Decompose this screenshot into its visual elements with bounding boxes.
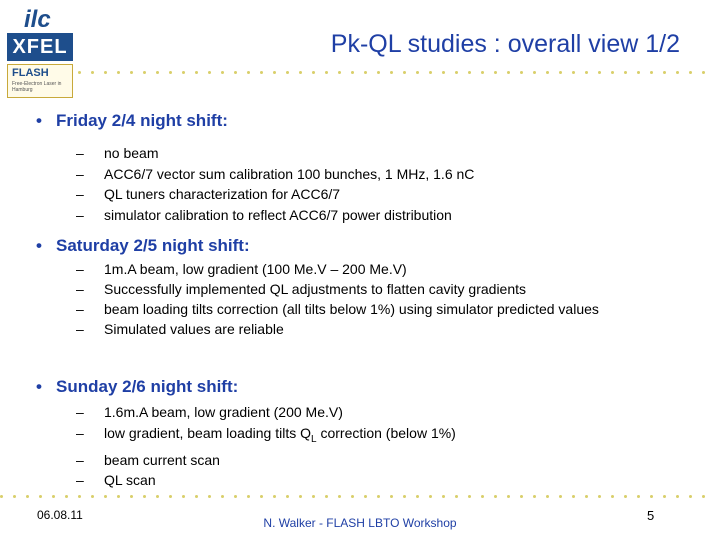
divider-dot [494, 71, 497, 74]
divider-dot [585, 71, 588, 74]
divider-dot [260, 495, 263, 498]
divider-dot [312, 495, 315, 498]
divider-dot [611, 495, 614, 498]
divider-dot [273, 71, 276, 74]
list-item: – QL scan [76, 472, 156, 489]
divider-dot [221, 71, 224, 74]
divider-dot [702, 71, 705, 74]
list-item: – simulator calibration to reflect ACC6/7 power distribution [76, 206, 452, 223]
divider-dot [143, 71, 146, 74]
divider-dot [702, 495, 705, 498]
divider-dot [520, 495, 523, 498]
divider-dot [546, 495, 549, 498]
divider-dot [494, 495, 497, 498]
divider-dot [689, 495, 692, 498]
divider-dot [351, 71, 354, 74]
divider-dot [156, 71, 159, 74]
list-item: – low gradient, beam loading tilts $Q_L$ correction (below 1%) [76, 424, 456, 445]
divider-dot [26, 495, 29, 498]
divider-dot [416, 71, 419, 74]
section-heading-saturday: • Saturday 2/5 night shift: [36, 236, 250, 255]
divider-dot [689, 71, 692, 74]
title-dotted-divider [78, 71, 718, 74]
footer-date: 06.08.11 [37, 508, 83, 522]
divider-dot [117, 495, 120, 498]
sunday-item-list [76, 402, 676, 491]
friday-item-list [76, 143, 676, 225]
list-item: – beam loading tilts correction (all tilts below 1%) using simulator predicted values [76, 301, 599, 317]
divider-dot [13, 495, 16, 498]
divider-dot [663, 71, 666, 74]
divider-dot [637, 495, 640, 498]
divider-dot [351, 495, 354, 498]
divider-dot [624, 71, 627, 74]
divider-dot [130, 71, 133, 74]
divider-dot [299, 71, 302, 74]
divider-dot [377, 495, 380, 498]
divider-dot [169, 495, 172, 498]
divider-dot [364, 495, 367, 498]
divider-dot [390, 71, 393, 74]
divider-dot [234, 71, 237, 74]
divider-dot [91, 495, 94, 498]
saturday-item-list [76, 261, 676, 337]
divider-dot [377, 71, 380, 74]
xfel-logo: XFEL [7, 33, 73, 61]
divider-dot [676, 71, 679, 74]
divider-dot [247, 71, 250, 74]
ilc-logo [22, 4, 62, 32]
divider-dot [585, 495, 588, 498]
slide-title: Pk-QL studies : overall view 1/2 [330, 30, 680, 58]
divider-dot [325, 495, 328, 498]
divider-dot [429, 495, 432, 498]
footer-dotted-divider [0, 495, 720, 498]
divider-dot [455, 71, 458, 74]
list-item: – Simulated values are reliable [76, 321, 284, 337]
footer-event: N. Walker - FLASH LBTO Workshop [263, 516, 457, 530]
list-item: – ACC6/7 vector sum calibration 100 bunches, 1 MHz, 1.6 nC [76, 165, 475, 182]
flash-logo-title: FLASH [12, 67, 49, 79]
divider-dot [442, 71, 445, 74]
bullet-icon: • [36, 236, 42, 255]
divider-dot [78, 495, 81, 498]
divider-dot [416, 495, 419, 498]
divider-dot [130, 495, 133, 498]
divider-dot [117, 71, 120, 74]
divider-dot [208, 495, 211, 498]
divider-dot [598, 71, 601, 74]
divider-dot [338, 71, 341, 74]
divider-dot [169, 71, 172, 74]
divider-dot [624, 495, 627, 498]
divider-dot [507, 71, 510, 74]
divider-dot [663, 495, 666, 498]
divider-dot [195, 495, 198, 498]
divider-dot [481, 71, 484, 74]
divider-dot [650, 495, 653, 498]
divider-dot [468, 495, 471, 498]
flash-logo-subtitle: Free-Electron Laser in Hamburg [12, 81, 62, 93]
list-item: – QL tuners characterization for ACC6/7 [76, 186, 341, 202]
divider-dot [429, 71, 432, 74]
section-heading-sunday: • Sunday 2/6 night shift: [36, 377, 239, 396]
divider-dot [156, 495, 159, 498]
divider-dot [104, 495, 107, 498]
divider-dot [468, 71, 471, 74]
flash-logo [7, 64, 73, 98]
divider-dot [390, 495, 393, 498]
divider-dot [559, 495, 562, 498]
divider-dot [286, 71, 289, 74]
divider-dot [195, 71, 198, 74]
bullet-icon: • [36, 377, 42, 396]
divider-dot [39, 495, 42, 498]
divider-dot [182, 71, 185, 74]
divider-dot [572, 495, 575, 498]
list-item: – no beam [76, 145, 159, 161]
divider-dot [403, 71, 406, 74]
divider-dot [286, 495, 289, 498]
divider-dot [507, 495, 510, 498]
divider-dot [533, 71, 536, 74]
divider-dot [143, 495, 146, 498]
divider-dot [52, 495, 55, 498]
divider-dot [572, 71, 575, 74]
divider-dot [221, 495, 224, 498]
divider-dot [312, 71, 315, 74]
divider-dot [78, 71, 81, 74]
divider-dot [260, 71, 263, 74]
divider-dot [676, 495, 679, 498]
divider-dot [65, 495, 68, 498]
list-item: – beam current scan [76, 451, 220, 468]
divider-dot [325, 71, 328, 74]
divider-dot [442, 495, 445, 498]
divider-dot [520, 71, 523, 74]
divider-dot [455, 495, 458, 498]
divider-dot [0, 495, 3, 498]
divider-dot [273, 495, 276, 498]
divider-dot [598, 495, 601, 498]
divider-dot [637, 71, 640, 74]
list-item: – Successfully implemented QL adjustments to flatten cavity gradients [76, 281, 527, 297]
divider-dot [364, 71, 367, 74]
divider-dot [91, 71, 94, 74]
divider-dot [546, 71, 549, 74]
divider-dot [650, 71, 653, 74]
list-item: – 1m.A beam, low gradient (100 Me.V – 200 Me.V) [76, 261, 407, 277]
divider-dot [481, 495, 484, 498]
divider-dot [299, 495, 302, 498]
divider-dot [611, 71, 614, 74]
divider-dot [104, 71, 107, 74]
divider-dot [533, 495, 536, 498]
section-heading-friday: • Friday 2/4 night shift: [36, 111, 228, 130]
divider-dot [403, 495, 406, 498]
divider-dot [208, 71, 211, 74]
list-item: – 1.6m.A beam, low gradient (200 Me.V) [76, 404, 343, 420]
ilc-logo-text: ilc [24, 6, 51, 32]
bullet-icon: • [36, 111, 42, 130]
divider-dot [234, 495, 237, 498]
divider-dot [247, 495, 250, 498]
divider-dot [182, 495, 185, 498]
divider-dot [338, 495, 341, 498]
divider-dot [559, 71, 562, 74]
page-number: 5 [647, 508, 655, 523]
